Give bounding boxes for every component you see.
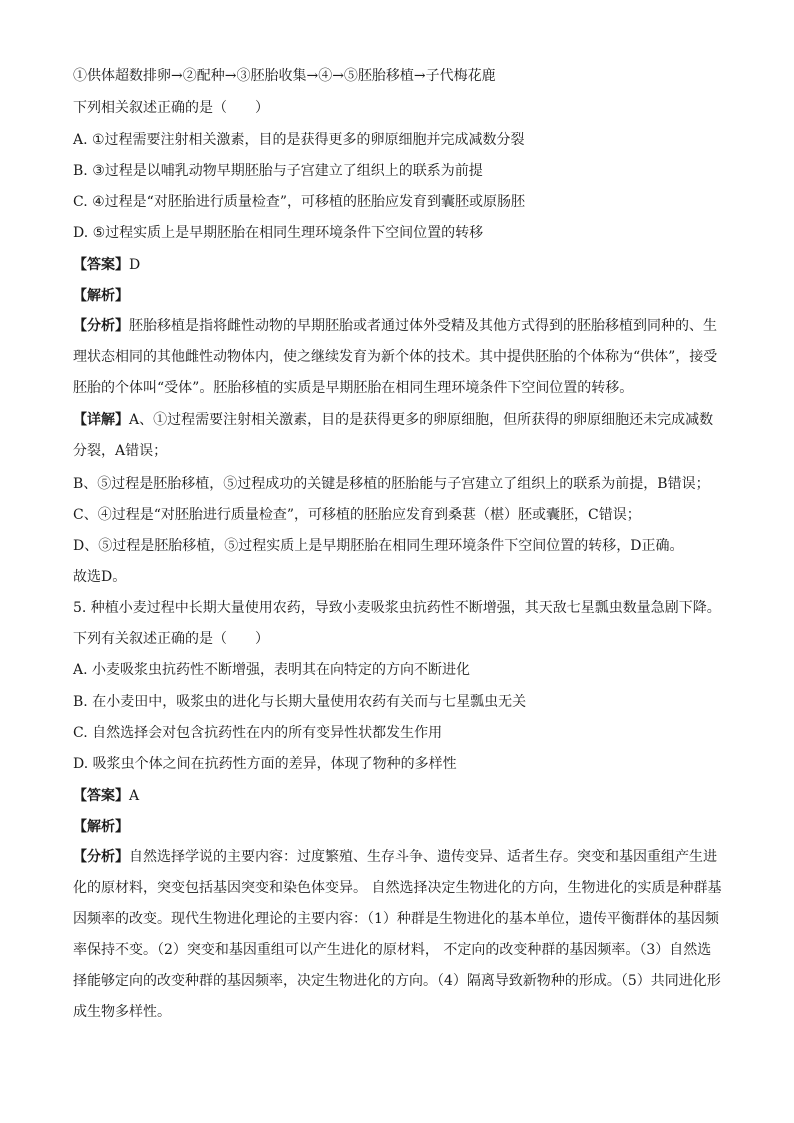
q4-stem: 下列相关叙述正确的是（ ） [73,100,269,116]
q4-option-d: D. ⑤过程实质上是早期胚胎在相同生理环境条件下空间位置的转移 [73,225,484,241]
q5-fenxi [73,842,723,1028]
q4-answer [73,255,140,275]
q4-analysis-tag [73,286,129,306]
q4-detail-c: C、④过程是“对胚胎进行质量检查”，可移植的胚胎应发育到桑葚（椹）胚或囊胚，C错误； [73,507,641,523]
q5-option-c: C. 自然选择会对包含抗药性在内的所有变异性状都发生作用 [73,725,443,741]
q4-answer-value: D [129,257,141,273]
q4-answer-tag: 【答案】 [73,257,129,273]
q4-xiangjie-text: A、①过程需要注射相关激素，目的是获得更多的卵原细胞，但所获得的卵原细胞还未完成减数分裂，A错误； [73,412,714,459]
q4-option-c: C. ④过程是“对胚胎进行质量检查”，可移植的胚胎应发育到囊胚或原肠胚 [73,194,525,210]
q5-answer [73,786,139,806]
q4-fenxi-text: 胚胎移植是指将雌性动物的早期胚胎或者通过体外受精及其他方式得到的胚胎移植到同种的、生理状态相同的其他雌性动物体内，使之继续发育为新个体的技术。其中提供胚胎的个体称为“供体”，接受胚胎的个体叫“受体”。胚胎移植的实质是早期胚胎在相同生理环境条件下空间位置的转移。 [73,318,718,396]
q4-fenxi [73,311,723,404]
q5-option-a: A. 小麦吸浆虫抗药性不断增强，表明其在向特定的方向不断进化 [73,662,471,678]
q4-flow: ①供体超数排卵→②配种→③胚胎收集→④→⑤胚胎移植→子代梅花鹿 [73,68,496,84]
q4-fenxi-tag: 【分析】 [73,318,129,334]
q4-detail-d: D、⑤过程是胚胎移植，⑤过程实质上是早期胚胎在相同生理环境条件下空间位置的转移，D正确。 [73,538,684,554]
q5-fenxi-text: 自然选择学说的主要内容：过度繁殖、生存斗争、遗传变异、适者生存。突变和基因重组产生进化的原材料，突变包括基因突变和染色体变异。 自然选择决定生物进化的方向，生物进化的实质是种群基因频率的改变。现代生物进化理论的主要内容：（1）种群是生物进化的基本单位，遗传平衡群体的基因频率保持不变。（2）突变和基因重组可以产生进化的原材料， 不定向的改变种群的基因频率。（3）自然选择能够定向的改变种群的基因频率，决定生物进化的方向。（4）隔离导致新物种的形成。（5）共同进化形成生物多样性。 [73,849,722,1020]
q4-option-b: B. ③过程是以哺乳动物早期胚胎与子宫建立了组织上的联系为前提 [73,163,483,179]
q5-analysis-tag [73,817,129,837]
q5-option-b: B. 在小麦田中，吸浆虫的进化与长期大量使用农药有关而与七星瓢虫无关 [73,694,527,710]
q4-xiangjie-tag: 【详解】 [73,412,129,428]
q5-option-d: D. 吸浆虫个体之间在抗药性方面的差异，体现了物种的多样性 [73,756,457,772]
q4-xiangjie [73,405,723,467]
q5-fenxi-tag: 【分析】 [73,849,129,865]
q4-conclusion: 故选D。 [73,569,127,585]
q5-analysis-label: 【解析】 [73,819,129,835]
q4-analysis-label: 【解析】 [73,288,129,304]
q5-answer-tag: 【答案】 [73,788,129,804]
q5-answer-value: A [129,788,140,804]
q5-stem-2: 下列有关叙述正确的是（ ） [73,631,269,647]
q4-option-a: A. ①过程需要注射相关激素，目的是获得更多的卵原细胞并完成减数分裂 [73,132,525,148]
q4-detail-b: B、⑤过程是胚胎移植，⑤过程成功的关键是移植的胚胎能与子宫建立了组织上的联系为前提，B错误； [73,476,710,492]
q5-stem-1: 5. 种植小麦过程中长期大量使用农药，导致小麦吸浆虫抗药性不断增强，其天敌七星瓢虫数量急剧下降。 [73,600,721,616]
